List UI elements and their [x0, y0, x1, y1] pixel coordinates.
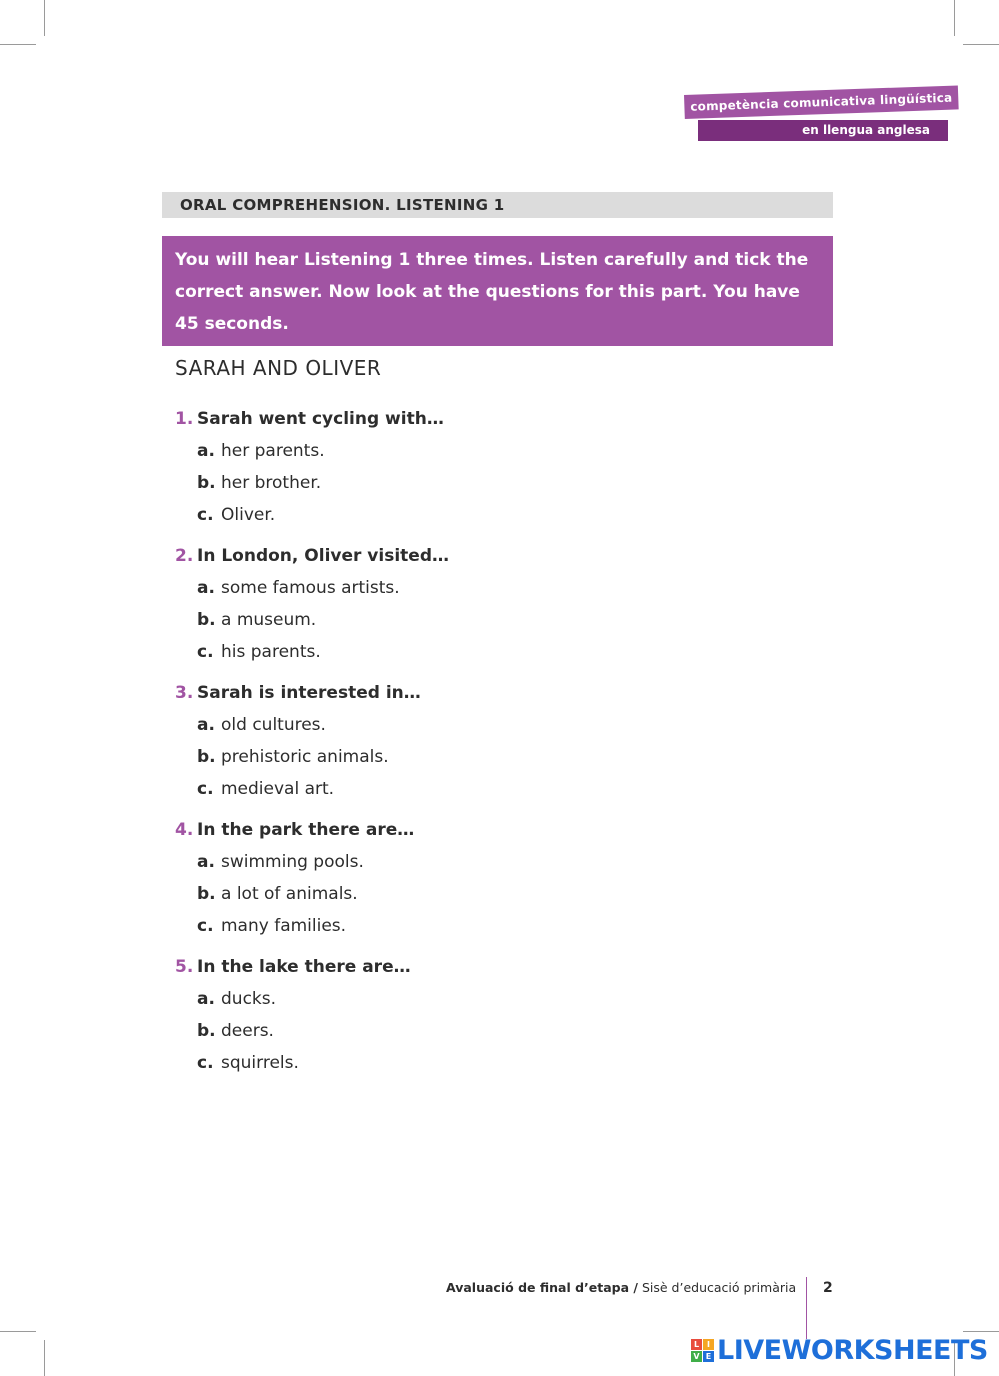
- option-text: many families.: [221, 916, 347, 936]
- option-letter: b.: [197, 473, 216, 493]
- question-text: Sarah is interested in…: [197, 683, 421, 703]
- question-number: 5.: [175, 957, 194, 977]
- option-text: a museum.: [221, 610, 317, 630]
- footer-subtitle: Sisè d’educació primària: [641, 1280, 797, 1295]
- answer-option[interactable]: [197, 578, 400, 598]
- question-2: [175, 546, 449, 566]
- crop-mark: [963, 44, 999, 45]
- option-text: some famous artists.: [221, 578, 400, 598]
- option-letter: c.: [197, 916, 214, 936]
- liveworksheets-icon: [691, 1339, 714, 1362]
- footer-divider: [806, 1277, 807, 1339]
- question-5: [175, 957, 411, 977]
- question-number: 4.: [175, 820, 194, 840]
- question-3: [175, 683, 421, 703]
- option-text: prehistoric animals.: [221, 747, 389, 767]
- option-text: his parents.: [221, 642, 321, 662]
- option-text: old cultures.: [221, 715, 326, 735]
- answer-option[interactable]: [197, 441, 325, 461]
- option-text: squirrels.: [221, 1053, 299, 1073]
- option-letter: c.: [197, 642, 214, 662]
- answer-option[interactable]: [197, 505, 275, 525]
- logo-square: I: [703, 1339, 714, 1350]
- answer-option[interactable]: [197, 610, 316, 630]
- answer-option[interactable]: [197, 715, 326, 735]
- option-letter: b.: [197, 884, 216, 904]
- footer-title: Avaluació de final d’etapa /: [446, 1280, 638, 1295]
- page-number: 2: [823, 1280, 833, 1296]
- option-letter: a.: [197, 441, 215, 461]
- language-tag: en llengua anglesa: [698, 120, 948, 141]
- crop-mark: [0, 1331, 36, 1332]
- answer-option[interactable]: [197, 1021, 274, 1041]
- instructions-box: You will hear Listening 1 three times. Listen carefully and tick the correct answer. Now look at the questions for this part. You have 45 seconds.: [162, 236, 833, 346]
- option-letter: a.: [197, 989, 215, 1009]
- liveworksheets-wordmark: LIVEWORKSHEETS: [717, 1334, 988, 1366]
- option-letter: a.: [197, 578, 215, 598]
- answer-option[interactable]: [197, 473, 321, 493]
- section-title: ORAL COMPREHENSION. LISTENING 1: [162, 192, 833, 218]
- question-number: 1.: [175, 409, 194, 429]
- liveworksheets-logo: [691, 1334, 988, 1366]
- answer-option[interactable]: [197, 1053, 299, 1073]
- answer-option[interactable]: [197, 852, 364, 872]
- logo-square: V: [691, 1351, 702, 1362]
- option-text: ducks.: [221, 989, 277, 1009]
- option-letter: b.: [197, 610, 216, 630]
- answer-option[interactable]: [197, 747, 389, 767]
- crop-mark: [0, 44, 36, 45]
- option-text: deers.: [221, 1021, 274, 1041]
- crop-mark: [954, 0, 955, 36]
- option-letter: a.: [197, 715, 215, 735]
- option-text: her parents.: [221, 441, 325, 461]
- answer-option[interactable]: [197, 884, 358, 904]
- story-title: SARAH AND OLIVER: [175, 356, 382, 380]
- option-text: Oliver.: [221, 505, 276, 525]
- footer-text: [446, 1280, 796, 1295]
- crop-mark: [963, 1331, 999, 1332]
- logo-square: L: [691, 1339, 702, 1350]
- option-letter: b.: [197, 1021, 216, 1041]
- answer-option[interactable]: [197, 642, 321, 662]
- option-letter: c.: [197, 505, 214, 525]
- question-number: 2.: [175, 546, 194, 566]
- question-text: Sarah went cycling with…: [197, 409, 444, 429]
- question-1: [175, 409, 444, 429]
- question-text: In London, Oliver visited…: [197, 546, 449, 566]
- option-text: her brother.: [221, 473, 322, 493]
- option-text: swimming pools.: [221, 852, 364, 872]
- option-letter: c.: [197, 779, 214, 799]
- question-4: [175, 820, 414, 840]
- crop-mark: [44, 1340, 45, 1376]
- option-text: a lot of animals.: [221, 884, 358, 904]
- option-letter: b.: [197, 747, 216, 767]
- answer-option[interactable]: [197, 779, 334, 799]
- logo-square: E: [703, 1351, 714, 1362]
- question-number: 3.: [175, 683, 194, 703]
- competence-tag: competència comunicativa lingüística: [684, 85, 959, 119]
- question-text: In the park there are…: [197, 820, 415, 840]
- crop-mark: [44, 0, 45, 36]
- answer-option[interactable]: [197, 916, 346, 936]
- option-text: medieval art.: [221, 779, 335, 799]
- option-letter: a.: [197, 852, 215, 872]
- option-letter: c.: [197, 1053, 214, 1073]
- question-text: In the lake there are…: [197, 957, 411, 977]
- answer-option[interactable]: [197, 989, 276, 1009]
